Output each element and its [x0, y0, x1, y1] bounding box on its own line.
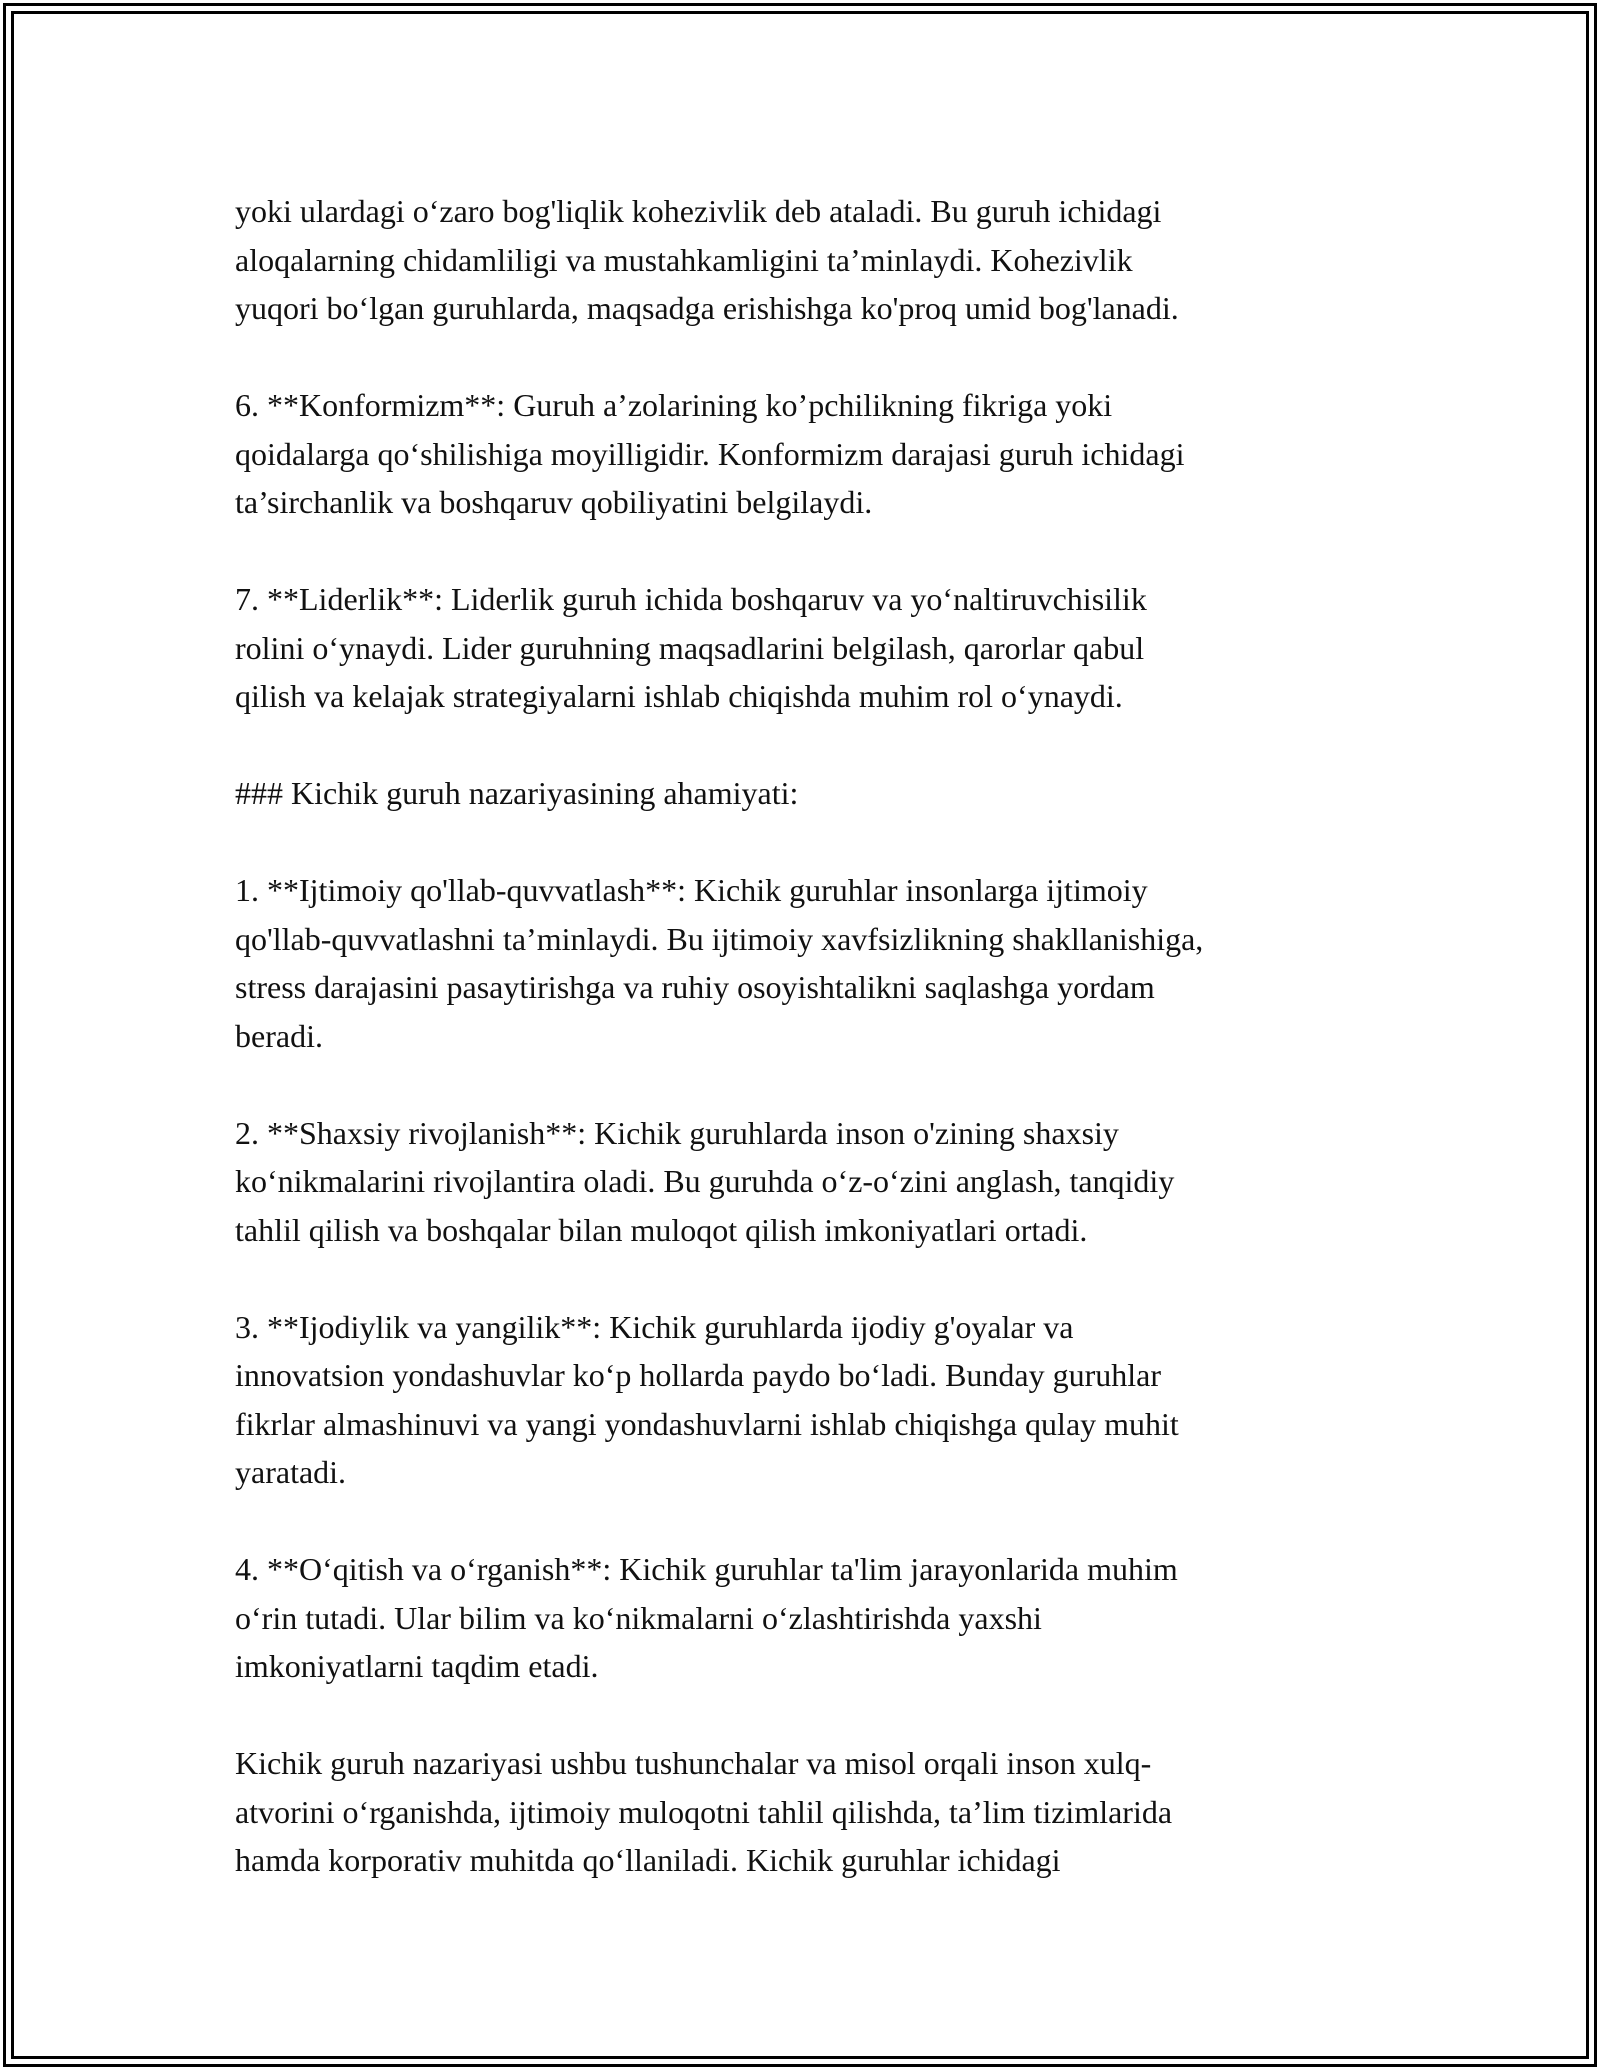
- paragraph-conclusion: Kichik guruh nazariyasi ushbu tushunchalar va misol orqali inson xulq- atvorini o‘rganishda, ijtimoiy muloqotni tahlil qilishda, ta’lim tizimlarida hamda korporativ muhitda qo‘llaniladi. Kichik guruhlar ichidagi: [235, 1745, 1173, 1878]
- document-body: [235, 187, 1365, 1885]
- paragraph-ijtimoiy-qollab: 1. **Ijtimoiy qo'llab-quvvatlash**: Kichik guruhlar insonlarga ijtimoiy qo'llab-quvvatlashni ta’minlaydi. Bu ijtimoiy xavfsizlikning shakllanishiga, stress darajasini pasaytirishga va ruhiy osoyishtalikni saqlashga yordam beradi.: [235, 872, 1204, 1054]
- paragraph-shaxsiy-rivojlanish: 2. **Shaxsiy rivojlanish**: Kichik guruhlarda inson o'zining shaxsiy ko‘nikmalarini rivojlantira oladi. Bu guruhda o‘z-o‘zini anglash, tanqidiy tahlil qilish va boshqalar bilan muloqot qilish imkoniyatlari ortadi.: [235, 1114, 1175, 1248]
- paragraph-liderlik: 7. **Liderlik**: Liderlik guruh ichida boshqaruv va yo‘naltiruvchisilik rolini o‘ynaydi. Lider guruhning maqsadlarini belgilash, qarorlar qabul qilish va kelajak strategiyalarni ishlab chiqishda muhim rol o‘ynaydi.: [235, 581, 1147, 714]
- paragraph-kohezivlik: yoki ulardagi o‘zaro bog'liqlik kohezivlik deb ataladi. Bu guruh ichidagi aloqalarning chidamliligi va mustahkamligini ta’minlaydi. Kohezivlik yuqori bo‘lgan guruhlarda, maqsadga erishishga ko'proq umid bog'lanadi.: [235, 193, 1179, 326]
- paragraph-ijodiylik: 3. **Ijodiylik va yangilik**: Kichik guruhlarda ijodiy g'oyalar va innovatsion yondashuvlar ko‘p hollarda paydo bo‘ladi. Bunday guruhlar fikrlar almashinuvi va yangi yondashuvlarni ishlab chiqishga qulay muhit yaratadi.: [235, 1308, 1179, 1490]
- section-heading: ### Kichik guruh nazariyasining ahamiyati:: [235, 775, 799, 811]
- paragraph-konformizm: 6. **Konformizm**: Guruh a’zolarining ko’pchilikning fikriga yoki qoidalarga qo‘shilishiga moyilligidir. Konformizm darajasi guruh ichidagi ta’sirchanlik va boshqaruv qobiliyatini belgilaydi.: [235, 387, 1185, 520]
- paragraph-oqitish: 4. **O‘qitish va o‘rganish**: Kichik guruhlar ta'lim jarayonlarida muhim o‘rin tutadi. Ular bilim va ko‘nikmalarni o‘zlashtirishda yaxshi imkoniyatlarni taqdim etadi.: [235, 1551, 1178, 1684]
